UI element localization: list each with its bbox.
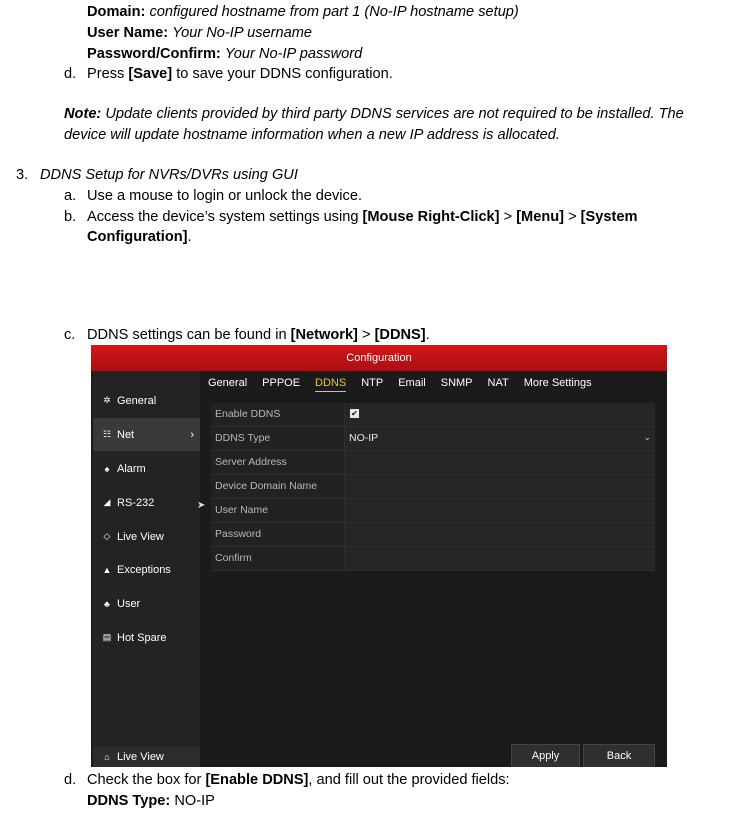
step-b-line-2 — [87, 227, 192, 247]
nvr-config-window — [91, 345, 667, 767]
live-view-label: Live View — [117, 751, 164, 763]
step-d-pre: Press — [87, 66, 129, 82]
username-value: Your No-IP username — [172, 25, 312, 41]
domain-value: configured hostname from part 1 (No-IP hostname setup) — [149, 4, 519, 20]
ddns-form — [211, 403, 655, 571]
step-d-marker: d. — [64, 66, 77, 82]
step-c-marker: c. — [64, 327, 76, 343]
sidebar-item-live-view[interactable] — [93, 520, 200, 553]
step-c-line — [87, 325, 430, 345]
confirm-input[interactable] — [344, 547, 655, 570]
enable-ddns-checkbox[interactable]: ✔ — [351, 409, 358, 418]
step-d-bold: [Save] — [128, 66, 173, 82]
step-c-gt: > — [357, 327, 375, 343]
step-b-bold2: [Menu] — [516, 209, 565, 225]
server-address-label: Server Address — [215, 456, 287, 468]
user-name-input[interactable] — [344, 499, 655, 522]
live-view-button[interactable] — [93, 747, 200, 767]
step-d2-text: Check the box for — [87, 772, 206, 788]
step-b-gt2: > — [564, 209, 581, 225]
eye-icon: ◇ — [103, 531, 111, 541]
ddns-type-select[interactable] — [344, 427, 655, 450]
step-d2-line — [87, 770, 510, 790]
step-b-line — [87, 207, 637, 227]
gear-icon: ✲ — [103, 395, 111, 405]
server-address-row — [211, 451, 655, 475]
step-a-marker: a. — [64, 188, 77, 204]
step-c-bold1: [Network] — [290, 327, 358, 343]
step-d2-bold: [Enable DDNS] — [205, 772, 309, 788]
domain-line — [87, 2, 519, 22]
ddns-type-value: NO-IP — [349, 432, 379, 444]
step-d-post: to save your DDNS configuration. — [172, 66, 393, 82]
step-b-bold4: Configuration] — [87, 229, 188, 245]
step-c-text: DDNS settings can be found in — [87, 327, 291, 343]
sidebar-item-label: User — [117, 597, 141, 610]
ddns-type-line — [87, 791, 215, 811]
ddns-type-label: DDNS Type — [215, 432, 271, 444]
chevron-down-icon: ⌄ — [643, 432, 651, 442]
sidebar-item-exceptions[interactable] — [93, 553, 200, 586]
password-row — [211, 523, 655, 547]
enable-ddns-cell — [344, 403, 655, 426]
mouse-cursor-icon: ➤ — [197, 500, 206, 511]
tab-ntp[interactable]: NTP — [361, 377, 384, 389]
step-c-bold2: [DDNS] — [374, 327, 426, 343]
chevron-right-icon: › — [190, 428, 194, 441]
step-b-marker: b. — [64, 209, 77, 225]
step-c-end: . — [425, 327, 430, 343]
sidebar-item-net[interactable] — [93, 418, 200, 451]
tab-bar — [208, 371, 607, 397]
sidebar-item-label: RS-232 — [117, 496, 155, 509]
users-icon: ♣ — [104, 598, 110, 609]
sidebar-item-user[interactable] — [93, 587, 200, 620]
sidebar-item-label: General — [117, 394, 157, 407]
note-label: Note: — [64, 106, 102, 122]
note-text-1: Update clients provided by third party DDNS services are not required to be installed. The — [105, 106, 684, 122]
tab-snmp[interactable]: SNMP — [440, 377, 473, 389]
sidebar-item-label: Net — [117, 428, 135, 441]
sidebar-item-label: Hot Spare — [117, 631, 167, 644]
alarm-icon: ♠ — [104, 463, 110, 474]
step-d2-marker: d. — [64, 772, 77, 788]
password-label: Password — [215, 528, 262, 540]
ddns-type-row — [211, 427, 655, 451]
password-label: Password/Confirm: — [87, 46, 221, 62]
step-a-text: Use a mouse to login or unlock the device. — [87, 188, 363, 204]
device-domain-row — [211, 475, 655, 499]
step-b-text: Access the device’s system settings using — [87, 209, 363, 225]
step-b-end: . — [187, 229, 192, 245]
step-b-gt1: > — [499, 209, 517, 225]
user-name-row — [211, 499, 655, 523]
sidebar-item-label: Exceptions — [117, 563, 171, 576]
domain-label: Domain: — [87, 4, 146, 20]
step-b-bold1: [Mouse Right-Click] — [362, 209, 500, 225]
home-icon: ⌂ — [104, 752, 110, 762]
serial-port-icon: ◢ — [103, 497, 111, 507]
step-b-bold3: [System — [580, 209, 638, 225]
hot-spare-icon: ▤ — [102, 632, 112, 642]
username-label: User Name: — [87, 25, 169, 41]
confirm-label: Confirm — [215, 552, 252, 564]
sidebar-item-general[interactable] — [93, 384, 200, 417]
password-line — [87, 44, 362, 64]
tab-email[interactable]: Email — [398, 377, 426, 389]
sidebar-item-label: Live View — [117, 530, 164, 543]
password-input[interactable] — [344, 523, 655, 546]
ddns-type-doc-value: NO-IP — [174, 793, 215, 809]
server-address-input[interactable] — [344, 451, 655, 474]
tab-ddns[interactable]: DDNS — [315, 377, 346, 392]
tab-pppoe[interactable]: PPPOE — [262, 377, 301, 389]
confirm-row — [211, 547, 655, 571]
note-text-2: device will update hostname information when a new IP address is allocated. — [64, 127, 560, 143]
sidebar-item-alarm[interactable] — [93, 452, 200, 485]
sidebar-item-rs232[interactable] — [93, 486, 200, 519]
step-d2-post: , and fill out the provided fields: — [308, 772, 510, 788]
sidebar-item-label: Alarm — [117, 462, 146, 475]
section3-marker: 3. — [16, 167, 29, 183]
network-icon: ☷ — [102, 429, 112, 439]
enable-ddns-row — [211, 403, 655, 427]
note-line-1 — [64, 104, 684, 124]
back-button[interactable]: Back — [583, 744, 655, 767]
sidebar — [93, 371, 200, 767]
enable-ddns-label: Enable DDNS — [215, 408, 281, 420]
window-title: Configuration — [91, 345, 667, 371]
ddns-type-doc-label: DDNS Type: — [87, 793, 171, 809]
warning-icon: ▲ — [102, 564, 112, 575]
apply-button[interactable]: Apply — [511, 744, 580, 767]
section3-title: DDNS Setup for NVRs/DVRs using GUI — [40, 167, 298, 183]
sidebar-item-hot-spare[interactable] — [93, 621, 200, 654]
device-domain-input[interactable] — [344, 475, 655, 498]
step-d-line — [87, 64, 393, 84]
username-line — [87, 23, 312, 43]
tab-general[interactable]: General — [208, 377, 248, 389]
tab-more-settings[interactable]: More Settings — [523, 377, 592, 389]
device-domain-label: Device Domain Name — [215, 480, 318, 492]
user-name-label: User Name — [215, 504, 269, 516]
tab-nat[interactable]: NAT — [487, 377, 509, 389]
password-value: Your No-IP password — [224, 46, 363, 62]
